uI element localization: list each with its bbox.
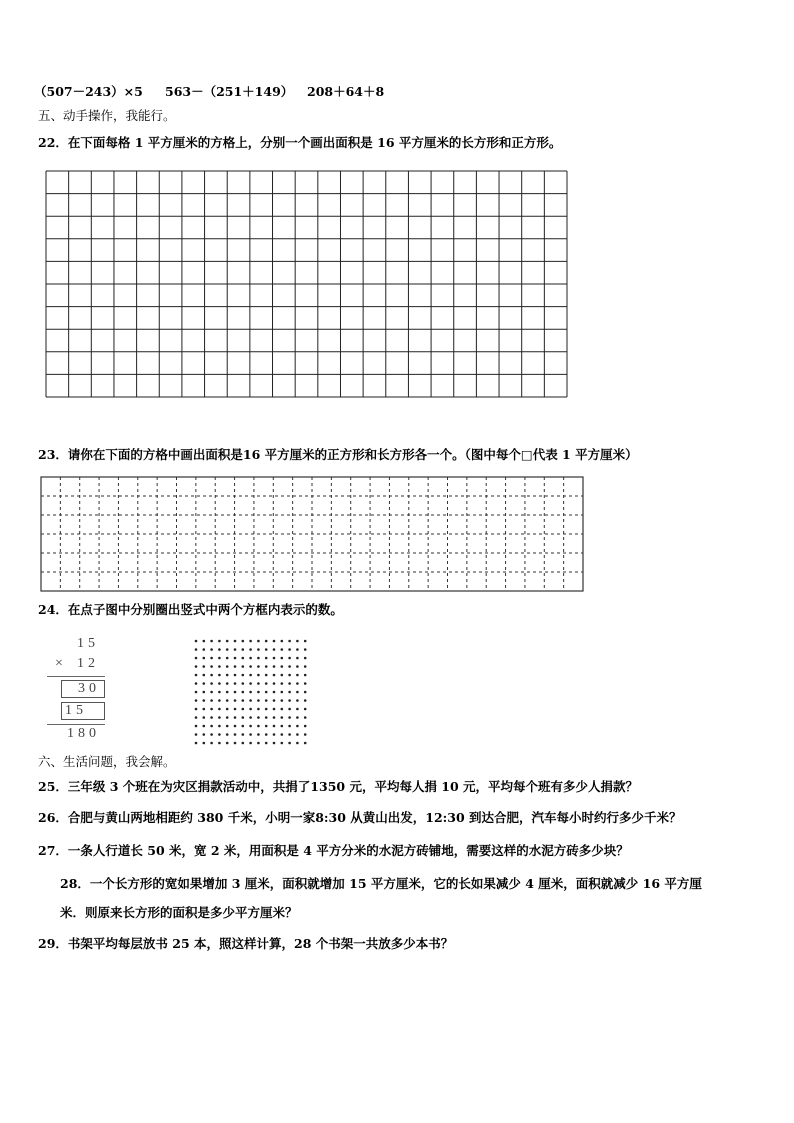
dot	[234, 665, 237, 668]
dot	[242, 708, 245, 711]
expression-2: 563－（251＋149）	[165, 84, 294, 99]
section-6-heading: 六、生活问题，我会解。	[38, 754, 176, 769]
dot	[304, 657, 307, 660]
question-25: 25．三年级 3 个班在为灾区捐款活动中，共捐了1350 元，平均每人捐 10 元，平均每个班有多少人捐款？	[38, 779, 639, 794]
dot	[195, 716, 198, 719]
dot	[265, 725, 268, 728]
dot	[195, 648, 198, 651]
dot	[218, 691, 221, 694]
calc-partial-1: 30	[78, 681, 100, 696]
dot	[265, 665, 268, 668]
dot	[249, 725, 252, 728]
dot	[265, 742, 268, 745]
partial-box-1	[61, 680, 105, 698]
dot	[203, 674, 206, 677]
dot	[234, 648, 237, 651]
dot	[296, 742, 299, 745]
dot	[218, 733, 221, 736]
dot	[296, 733, 299, 736]
dot	[242, 657, 245, 660]
dot	[265, 682, 268, 685]
dot	[226, 682, 229, 685]
calc-line	[47, 724, 105, 725]
dot	[265, 699, 268, 702]
dot	[288, 716, 291, 719]
dot	[242, 699, 245, 702]
dot	[273, 674, 276, 677]
question-23: 23．请你在下面的方格中画出面积是16 平方厘米的正方形和长方形各一个。（图中每个□代表 1 平方厘米）	[38, 447, 638, 462]
dot	[249, 674, 252, 677]
dot	[218, 657, 221, 660]
dot	[210, 708, 213, 711]
dot	[203, 699, 206, 702]
dot	[195, 733, 198, 736]
dot	[226, 674, 229, 677]
dot	[257, 691, 260, 694]
dot	[273, 733, 276, 736]
dot	[210, 682, 213, 685]
dot	[249, 640, 252, 643]
dot	[242, 742, 245, 745]
dot	[288, 742, 291, 745]
dot	[234, 733, 237, 736]
dot	[273, 699, 276, 702]
dot	[288, 640, 291, 643]
dot	[210, 648, 213, 651]
dot	[249, 742, 252, 745]
dot	[249, 716, 252, 719]
dot	[273, 725, 276, 728]
dot	[257, 716, 260, 719]
dot	[210, 657, 213, 660]
dot	[226, 699, 229, 702]
dot	[288, 699, 291, 702]
dot	[195, 699, 198, 702]
dot	[218, 648, 221, 651]
dot	[203, 640, 206, 643]
dot	[265, 716, 268, 719]
expression-3: 208＋64＋8	[307, 84, 385, 99]
dot	[281, 691, 284, 694]
dot	[304, 674, 307, 677]
dot	[242, 640, 245, 643]
dot	[288, 733, 291, 736]
dot	[304, 640, 307, 643]
dot	[273, 742, 276, 745]
calc-result: 180	[67, 726, 100, 741]
dot	[249, 657, 252, 660]
dot	[203, 682, 206, 685]
dot	[257, 682, 260, 685]
dot	[265, 648, 268, 651]
dot	[257, 674, 260, 677]
dot	[265, 657, 268, 660]
dot	[281, 657, 284, 660]
dot	[281, 716, 284, 719]
dot	[265, 708, 268, 711]
dot	[257, 699, 260, 702]
dot	[210, 674, 213, 677]
section-5-heading: 五、动手操作，我能行。	[38, 108, 176, 123]
dot	[203, 657, 206, 660]
expression-1: （507－243）×5	[34, 84, 143, 99]
dot	[195, 742, 198, 745]
dot	[288, 682, 291, 685]
dot	[249, 665, 252, 668]
dot	[203, 708, 206, 711]
dot	[273, 691, 276, 694]
dot	[234, 725, 237, 728]
dot	[257, 665, 260, 668]
dot	[304, 742, 307, 745]
dot	[281, 648, 284, 651]
dot-grid[interactable]	[193, 638, 309, 746]
dot	[195, 665, 198, 668]
dot	[195, 657, 198, 660]
dot	[296, 682, 299, 685]
dot	[296, 674, 299, 677]
dot	[234, 682, 237, 685]
question-28-continued: 米．则原来长方形的面积是多少平方厘米？	[60, 905, 298, 920]
dot	[234, 640, 237, 643]
dot	[218, 716, 221, 719]
dot	[210, 699, 213, 702]
dot	[242, 665, 245, 668]
dot	[218, 665, 221, 668]
dot	[226, 716, 229, 719]
dot	[304, 716, 307, 719]
dot	[296, 665, 299, 668]
dot	[218, 674, 221, 677]
dot	[195, 691, 198, 694]
dot	[242, 648, 245, 651]
dot	[210, 733, 213, 736]
calc-multiplier: 12	[77, 656, 99, 671]
dot	[288, 674, 291, 677]
dot	[249, 682, 252, 685]
dot	[296, 640, 299, 643]
dot	[257, 708, 260, 711]
dot	[195, 708, 198, 711]
dot	[273, 665, 276, 668]
dot	[242, 716, 245, 719]
dot	[226, 665, 229, 668]
dot	[195, 682, 198, 685]
calc-times-sign: ×	[55, 656, 67, 671]
dot	[203, 716, 206, 719]
dot	[226, 640, 229, 643]
dot	[257, 725, 260, 728]
question-22: 22．在下面每格 1 平方厘米的方格上，分别一个画出面积是 16 平方厘米的长方形和正方形。	[38, 135, 562, 150]
dot	[195, 640, 198, 643]
dot	[281, 733, 284, 736]
question-28: 28．一个长方形的宽如果增加 3 厘米，面积就增加 15 平方厘米，它的长如果减少 4 厘米，面积就减少 16 平方厘	[60, 876, 702, 891]
dot	[281, 742, 284, 745]
dot	[296, 699, 299, 702]
dot	[234, 691, 237, 694]
dot	[304, 691, 307, 694]
dot	[296, 648, 299, 651]
dot	[249, 699, 252, 702]
dot	[234, 674, 237, 677]
dot	[273, 682, 276, 685]
dot	[226, 657, 229, 660]
dot	[249, 733, 252, 736]
dot	[288, 665, 291, 668]
dot	[281, 640, 284, 643]
dot	[281, 699, 284, 702]
dot	[296, 657, 299, 660]
dot	[210, 716, 213, 719]
question-27: 27．一条人行道长 50 米，宽 2 米，用面积是 4 平方分米的水泥方砖铺地，需要这样的水泥方砖多少块？	[38, 843, 629, 858]
expression-row	[34, 84, 434, 100]
dot	[203, 691, 206, 694]
dot	[257, 733, 260, 736]
dot	[226, 725, 229, 728]
dot	[273, 708, 276, 711]
dot	[281, 682, 284, 685]
question-26: 26．合肥与黄山两地相距约 380 千米，小明一家8:30 从黄山出发，12:30 到达合肥，汽车每小时约行多少千米？	[38, 810, 682, 825]
dot	[257, 657, 260, 660]
dot	[203, 648, 206, 651]
dot	[273, 657, 276, 660]
calc-top: 15	[77, 636, 99, 651]
dot	[218, 699, 221, 702]
dot	[304, 708, 307, 711]
dot	[234, 699, 237, 702]
dot	[242, 733, 245, 736]
dot	[234, 657, 237, 660]
dot	[273, 648, 276, 651]
dot	[210, 725, 213, 728]
calc-partial-2: 15	[65, 703, 87, 718]
dashed-grid[interactable]	[40, 476, 584, 592]
dot	[210, 665, 213, 668]
dot	[234, 742, 237, 745]
dot	[304, 648, 307, 651]
dot	[195, 725, 198, 728]
dot	[265, 640, 268, 643]
dot	[273, 716, 276, 719]
dot	[203, 742, 206, 745]
dot	[249, 648, 252, 651]
dot	[234, 716, 237, 719]
vertical-multiplication	[45, 636, 115, 746]
dot	[257, 742, 260, 745]
dot	[265, 674, 268, 677]
dot	[203, 665, 206, 668]
question-29: 29．书架平均每层放书 25 本，照这样计算，28 个书架一共放多少本书？	[38, 936, 454, 951]
dot	[281, 725, 284, 728]
dot	[288, 725, 291, 728]
dot	[296, 716, 299, 719]
dot	[281, 674, 284, 677]
dot	[265, 691, 268, 694]
dot	[288, 691, 291, 694]
dot	[296, 691, 299, 694]
dot	[218, 640, 221, 643]
dot	[234, 708, 237, 711]
dot	[296, 725, 299, 728]
dot	[288, 708, 291, 711]
partial-box-2	[61, 702, 105, 720]
dot	[249, 708, 252, 711]
dot	[210, 691, 213, 694]
dot	[249, 691, 252, 694]
dot	[296, 708, 299, 711]
dot	[226, 691, 229, 694]
dot	[242, 682, 245, 685]
dot	[304, 733, 307, 736]
dot	[304, 682, 307, 685]
dot	[265, 733, 268, 736]
dot	[226, 733, 229, 736]
dot	[203, 733, 206, 736]
dot	[226, 708, 229, 711]
dot	[257, 648, 260, 651]
dot	[288, 648, 291, 651]
dot	[273, 640, 276, 643]
dot	[304, 699, 307, 702]
dot	[242, 674, 245, 677]
dot	[210, 742, 213, 745]
dot	[218, 708, 221, 711]
dot	[304, 665, 307, 668]
question-24: 24．在点子图中分别圈出竖式中两个方框内表示的数。	[38, 602, 343, 617]
dot	[218, 742, 221, 745]
dot	[281, 708, 284, 711]
dot	[195, 674, 198, 677]
dot	[281, 665, 284, 668]
dot	[218, 682, 221, 685]
dot	[210, 640, 213, 643]
dot	[226, 648, 229, 651]
dot	[218, 725, 221, 728]
square-grid[interactable]	[45, 170, 568, 398]
dot	[226, 742, 229, 745]
calc-line	[47, 676, 105, 677]
dot	[288, 657, 291, 660]
dot	[242, 691, 245, 694]
dot	[242, 725, 245, 728]
dot	[304, 725, 307, 728]
dot	[257, 640, 260, 643]
dot	[203, 725, 206, 728]
